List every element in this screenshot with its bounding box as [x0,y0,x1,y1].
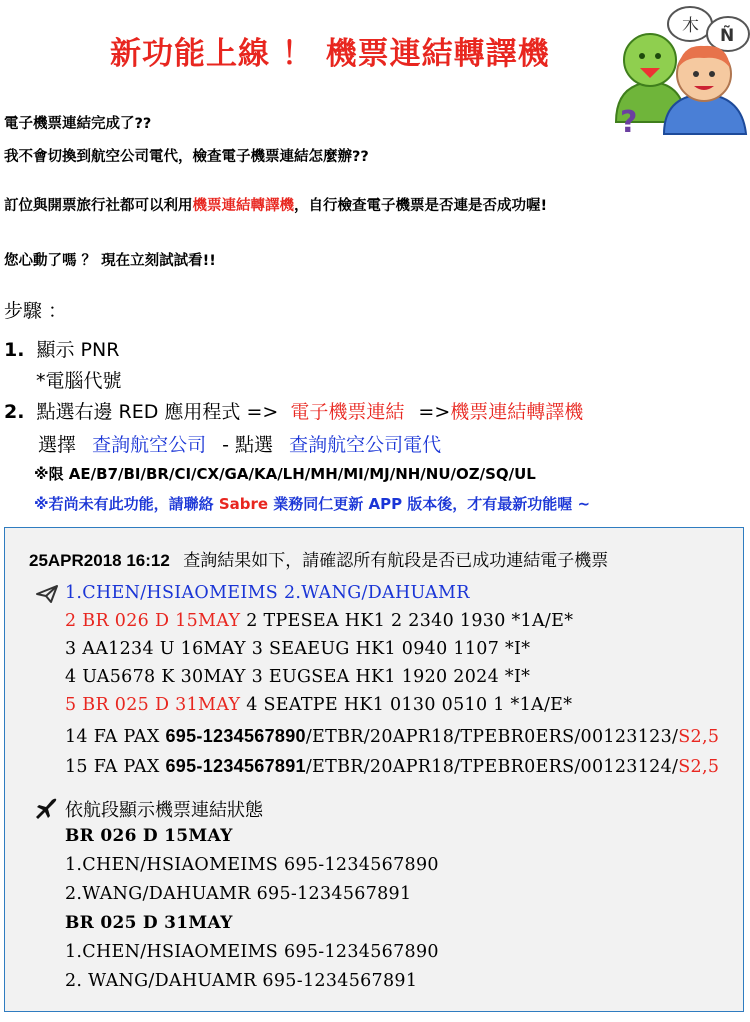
logo-glyph-right: Ñ [720,26,735,46]
fa-2-prefix: 15 FA PAX [65,757,166,777]
step-2-link-translator: 機票連結轉譯機 [450,401,584,423]
step-2 [4,397,583,424]
intro-line-3 [4,194,547,215]
step-1-number: 1. [4,339,25,361]
step-2b-query-airline: 查詢航空公司 [92,434,207,456]
intro-line-1: 電子機票連結完成了?? [4,116,152,132]
segment-line-2: 3 AA1234 U 16MAY 3 SEAEUG HK1 0940 1107 *I* [65,639,531,659]
airplane-icon [33,796,59,820]
segment-1-detail: 2 TPESEA HK1 2 2340 1930 *1A/E* [240,611,574,631]
intro-line-3-highlight: 機票連結轉譯機 [192,198,294,214]
segment-4-detail: 4 SEATPE HK1 0130 0510 1 *1A/E* [240,695,573,715]
step-2-pre: 點選右邊 RED 應用程式 => [36,401,279,423]
update-note-post: 業務同仁更新 APP 版本後，才有最新功能喔 ~ [268,495,591,513]
fa-2-detail: /ETBR/20APR18/TPEBR0ERS/00123124/ [305,757,679,777]
segment-line-3: 4 UA5678 K 30MAY 3 EUGSEA HK1 1920 2024 *I* [65,667,531,687]
fa-line-1 [65,726,719,747]
step-2b-pre: 選擇 [38,434,77,456]
group-1-line-1: 1.CHEN/HSIAOMEIMS 695-1234567890 [65,855,439,875]
step-2b-mid: - 點選 [222,434,274,456]
fa-1-segments: S2,5 [678,727,720,747]
group-1-line-2: 2.WANG/DAHUAMR 695-1234567891 [65,884,412,904]
step-2b-query-airline-phone: 查詢航空公司電代 [289,434,442,456]
panel-timestamp: 25APR2018 16:12 [29,551,170,570]
segment-1-flight: 2 BR 026 D 15MAY [65,611,241,631]
panel-header [29,546,608,571]
logo-question-mark: ? [620,105,638,136]
steps-heading: 步驟 ： [4,300,68,322]
update-note-pre: ※若尚未有此功能，請聯絡 [34,495,219,513]
update-note-sabre: Sabre [218,495,269,513]
group-2-line-2: 2. WANG/DAHUAMR 695-1234567891 [65,971,418,991]
fa-2-ticket-number: 695-1234567891 [165,756,306,776]
step-2-arrow: => [418,401,451,423]
step-1 [4,335,119,362]
step-2-link-eticket: 電子機票連結 [290,401,405,423]
intro-line-4: 您心動了嗎 ？ 現在立刻試試看!! [4,253,216,269]
airline-list-note: ※限 AE/B7/BI/BR/CI/CX/GA/KA/LH/MH/MI/MJ/NH/NU/OZ/SQ/UL [34,465,536,483]
page-title: 新功能上線 ！ 機票連結轉譯機 [110,36,550,72]
passenger-names-line: 1.CHEN/HSIAOMEIMS 2.WANG/DAHUAMR [65,583,470,603]
segment-line-1 [65,611,573,631]
fa-line-2 [65,756,719,777]
segment-line-4 [65,695,572,715]
step-1-sub: *電腦代號 [36,370,122,392]
step-2b [38,430,441,457]
intro-line-3-pre: 訂位與開票旅行社都可以利用 [4,198,193,214]
send-icon [35,584,59,604]
translator-logo-icon [612,4,750,136]
intro-line-3-post: ，自行檢查電子機票是否連是否成功喔! [294,198,548,214]
update-note [34,493,590,514]
fa-2-segments: S2,5 [678,757,720,777]
intro-line-2: 我不會切換到航空公司電代，檢查電子機票連結怎麼辦?? [4,149,369,165]
step-1-text: 顯示 PNR [36,339,120,361]
panel-header-message: 查詢結果如下，請確認所有航段是否已成功連結電子機票 [183,551,609,571]
section-ticket-status-title: 依航段顯示機票連結狀態 [65,800,263,821]
fa-1-detail: /ETBR/20APR18/TPEBR0ERS/00123123/ [305,727,679,747]
group-1-heading: BR 026 D 15MAY [65,826,233,846]
segment-4-flight: 5 BR 025 D 31MAY [65,695,241,715]
fa-1-prefix: 14 FA PAX [65,727,166,747]
fa-1-ticket-number: 695-1234567890 [165,726,306,746]
group-2-heading: BR 025 D 31MAY [65,913,233,933]
group-2-line-1: 1.CHEN/HSIAOMEIMS 695-1234567890 [65,942,439,962]
result-panel [4,527,744,1012]
step-2-number: 2. [4,401,25,423]
logo-glyph-left: 木 [682,16,699,36]
